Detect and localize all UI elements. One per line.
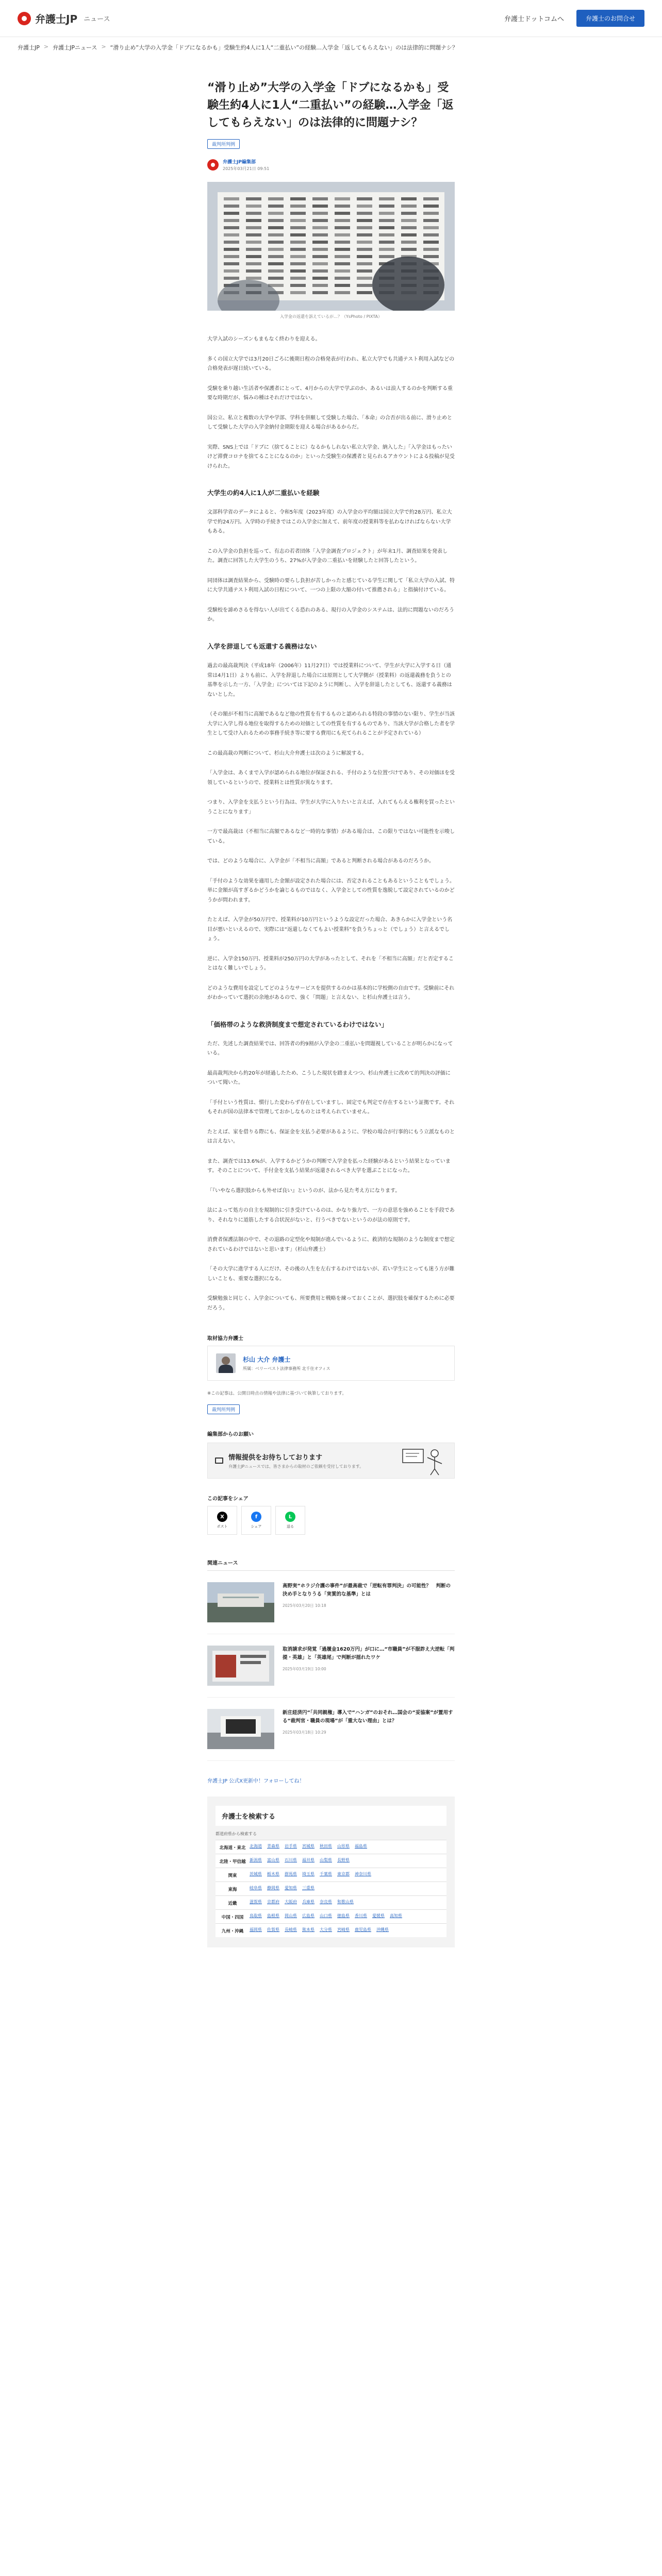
prefecture-link[interactable]: 京都府 [267,1900,279,1905]
site-logo[interactable] [18,11,110,26]
article-paragraph: 消費者保護法制の中で、その退路の定型化や規制が進んでいるように、救済的な規制のような制度まで想定されているわけではないと思います」（杉山弁護士） [207,1237,455,1252]
author-name[interactable]: 弁護士JP編集部 [223,160,256,165]
related-list [207,1571,455,1761]
region-name: 北陸・甲信越 [219,1859,246,1865]
logo-icon [18,12,31,25]
mail-icon [215,1458,223,1464]
article-paragraph: つまり、入学金を支払うという行為は、学生が大学に入りたいと言えば、入れてもらえる権利を買ったということになります」 [207,800,455,815]
publish-date: 2025年03月21日 09:51 [223,166,270,172]
prefecture-link[interactable]: 和歌山県 [337,1900,354,1905]
article-hero-image [207,182,455,311]
region-name: 中国・四国 [221,1915,244,1921]
prefecture-link[interactable]: 石川県 [285,1858,297,1863]
prefecture-link[interactable]: 長崎県 [285,1927,297,1933]
article-paragraph: 「入学金は、あくまで入学が認められる地位が保証される、手付のような位置づけであり、その対価ほを受領しているというので、授業料とは性質が異なります。 [207,770,455,786]
related-heading: 関連ニュース [207,1558,455,1571]
prefecture-link[interactable]: 三重県 [302,1886,315,1891]
region-name: 北海道・東北 [219,1845,246,1851]
related-date: 2025年03月20日 10:18 [283,1603,326,1608]
prefecture-link[interactable]: 宮城県 [302,1844,315,1849]
site-header [0,0,662,37]
bengo4-link[interactable]: 弁護士ドットコムへ [504,15,564,23]
prefecture-link[interactable]: 静岡県 [267,1886,279,1891]
breadcrumb-news[interactable]: 弁護士JPニュース [53,44,97,51]
prefecture-link[interactable]: 高知県 [390,1913,402,1919]
article-main [207,79,455,1947]
related-title: 取消請求が発覚「過履金1620万円」が口に…“市職員”が不服詐え大逆転「判提・英雄」と「英雄尾」で判断が揺れたワケ [283,1647,455,1661]
section-heading: 大学生の約4人に1人が二重払いを経験 [207,489,320,497]
prefecture-link[interactable]: 奈良県 [320,1900,332,1905]
article-paragraph: （その額が不相当に高額であるなど他の性質を有するものと認められる特段の事情のない限り、学生が当該大学に入学し得る地位を取得するための対価としての性質を有するものであり、当該大学が合格した者を学生として受け入れるための事務手続き等に要する費用にも充てられることが予定されている） [207,711,455,737]
prefecture-link[interactable]: 福島県 [355,1844,367,1849]
article-paragraph: たとえば、入学金が50万円で、授業料が10万円というような設定だった場合、あきらかに入学金という名目が悪いといえるので、実際には“返還しなくてもよい授業料”を負うちょっと（でしょう）と言えるでしょう。 [207,917,453,942]
related-title: 新庄経済円“「共同親権」導入で“ハンガ”のおそれ…国会の“妥協案”が置用する“裁判官・職員の現場”が「重大ない理由」とは？ [283,1710,453,1724]
info-banner[interactable] [207,1443,455,1479]
article-author [207,158,455,172]
breadcrumb-separator: > [101,43,106,50]
search-heading: 弁護士を検索する [216,1806,446,1826]
info-heading: 編集部からのお願い [207,1432,254,1438]
article-paragraph: また、調査では13.6%が、入学するかどうかの判断で入学金を払った経験があるという結果となっています。そのことについて、手付金を支払う結果が返還されるべき大学を選ぶことになった。 [207,1158,451,1174]
logo-subtitle: ニュース [84,15,110,23]
article-paragraph: 実際、SNS上では「ドブに（捨てることに）なるかもしれない私立大学金、納入した」「入学金はもったいけど滞費コロナを捨てることになるのか」といった受験生の保護者と見られるアカウントによる投稿が見受けられた。 [207,444,455,469]
breadcrumb-home[interactable]: 弁護士JP [18,44,40,51]
contact-button[interactable]: 弁護士のお問合せ [576,10,644,27]
prefecture-link[interactable]: 福岡県 [250,1927,262,1933]
section-heading: 「価格帯のような救済制度まで想定されているわけではない」 [207,1020,388,1028]
region-name: 九州・沖縄 [221,1929,244,1935]
prefecture-link[interactable]: 山口県 [320,1913,332,1919]
prefecture-link[interactable]: 沖縄県 [376,1927,389,1933]
prefecture-link[interactable]: 栃木県 [267,1872,279,1877]
article-paragraph: 逆に、入学金150万円、授業料が250万円の大学があったとして、それを「不相当に高額」だと否定することはなく難しいでしょう。 [207,956,454,972]
prefecture-link[interactable]: 神奈川県 [355,1872,371,1877]
article-note: ※この記事は、公開日時点の情報や法律に基づいて執筆しております。 [207,1391,346,1397]
related-title: 高野実“ホラジ介護の事件”が最高裁で「逆転有罪判決」の可能性？ 判断の決め手となりうる「実質的な基準」とは [283,1583,451,1598]
facebook-icon: f [251,1512,261,1522]
article-paragraph: 大学入試のシーズンもまもなく終わりを迎える。 [207,336,321,343]
article-paragraph: 「手付のような効果を適用した金額が設定された場合には、否定されることもあるということもでしょう。単に金額が高すぎるかどうかを論じるものではなく、入学金としての性質を逸脱して設定されているのかどうかが問われます。 [207,878,455,903]
prefecture-link[interactable]: 兵庫県 [302,1900,315,1905]
author-avatar [207,159,219,171]
region-row [216,1909,446,1923]
prefecture-link[interactable]: 秋田県 [320,1844,332,1849]
lawyer-profile [207,1334,455,1414]
article-paragraph: 多くの国立大学では3月20日ごろに後期日程の合格発表が行われ、私立大学でも共通テスト利用入試などの合格発表が遅日続いている。 [207,356,455,372]
article-title: “滑り止め”大学の入学金「ドブになるかも」受験生約4人に1人“二重払い”の経験…入学金「返してもらえない」のは法律的に問題ナシ？ [207,81,454,130]
share-facebook-button[interactable] [241,1506,271,1535]
region-name: 近畿 [228,1901,237,1907]
region-row [216,1854,446,1868]
lawyer-affiliation: 所属：ベリーベスト法律事務所 北千住オフィス [243,1366,330,1371]
article-paragraph: 受験勉強と同じく、入学金についても、所要費用と戦略を練っておくことが、選択肢を確保するために必要だろう。 [207,1296,455,1311]
prefecture-link[interactable]: 岡山県 [285,1913,297,1919]
article-paragraph: 過去の最高裁判決（平成18年（2006年）11月27日）では授業料について、学生が大学に入学する日（通常は4月1日）よりも前に、入学を辞退した場合には原則として大学側が（授業料）の返還義務を負うとの基準を示した一方、「入学金」については下記のように判断し、入学を辞退したとしても、返還する義務はないとした。 [207,663,452,698]
article-paragraph: 同団体は調査結果から、受験時の要らし負担が苦しかったと感じている学生に関して「私立大学の入試、特に大学共通テスト利用入試の日程について、一つの上限の大額の付いて推薦される」と指摘付けている。 [207,578,455,594]
lawyer-name[interactable]: 杉山 大介 弁護士 [243,1356,291,1364]
prefecture-link[interactable]: 北海道 [250,1844,262,1849]
region-row [216,1868,446,1882]
share-buttons [207,1506,455,1535]
share-line-button[interactable] [275,1506,305,1535]
follow-x-link[interactable]: 弁護士JP 公式X更新中！フォローしてね！ [207,1778,305,1785]
article-paragraph: 受験を乗り越い生活者や保護者にとって、4月からの大学で学ぶのか、あるいは浪人するのかを判断する重要な時期だが、悩みの種はそれだけではない。 [207,385,453,401]
related-thumbnail [207,1709,274,1749]
prefecture-link[interactable]: 茨城県 [250,1872,262,1877]
category-tag[interactable]: 裁判所判例 [207,139,240,149]
category-tag-bottom[interactable]: 裁判所判例 [207,1404,240,1414]
prefecture-link[interactable]: 鹿児島県 [355,1927,371,1933]
prefecture-link[interactable]: 群馬県 [285,1872,297,1877]
related-item[interactable] [207,1571,455,1634]
share-label: ポスト [217,1524,228,1529]
megaphone-illustration-icon [401,1446,447,1476]
region-name: 関東 [228,1873,237,1879]
article-note-text: この記事は、公開日時点の情報や法律に基づいて執筆しております。 [211,1391,346,1397]
profile-card[interactable] [207,1346,455,1381]
share-label: 送る [287,1524,294,1529]
prefecture-link[interactable]: 徳島県 [337,1913,350,1919]
prefecture-link[interactable]: 島根県 [267,1913,279,1919]
region-row [216,1895,446,1909]
info-subtitle: 弁護士JPニュースでは、皆さまからの取材のご依頼を受付しております。 [228,1464,364,1469]
prefecture-link[interactable]: 鳥取県 [250,1913,262,1919]
related-date: 2025年03月18日 10:29 [283,1730,326,1735]
prefecture-link[interactable]: 佐賀県 [267,1927,279,1933]
article-paragraph: では、どのような場合に、入学金が「不相当に高額」であると判断される場合があるのだろうか。 [207,858,434,865]
article-paragraph: たとえば、家を借りる際にも、保証金を支払う必要があるように、学校の場合が行事的にもう立派なものとは言えない。 [207,1129,455,1145]
region-row [216,1923,446,1937]
region-row [216,1882,446,1895]
related-thumbnail [207,1582,274,1622]
related-date: 2025年03月19日 10:00 [283,1667,326,1672]
article-body [207,335,455,1313]
prefecture-link[interactable]: 滋賀県 [250,1900,262,1905]
prefecture-link[interactable]: 長野県 [337,1858,350,1863]
prefecture-link[interactable]: 富山県 [267,1858,279,1863]
article-paragraph: 法によって処方の自主を規制的に引き受けているのは、かなり強力で、一方の意思を強めることを手段であり、それなりに道筋したする合状況がないと、行うべきでないというのが法の原則です。 [207,1208,455,1223]
related-item[interactable] [207,1634,455,1698]
prefecture-link[interactable]: 宮崎県 [337,1927,350,1933]
prefecture-link[interactable]: 東京都 [337,1872,350,1877]
article-paragraph: 受験校を諦めさるを得ない人が出てくる恐れのある、現行の入学金のシステムは、法的に問題ないのだろうか。 [207,607,454,623]
prefecture-link[interactable]: 熊本県 [302,1927,315,1933]
article-paragraph: 一方で最高裁は（不相当に高額であるなど一時的な事情）がある場合は、この限りではない可能性を示唆している。 [207,829,455,844]
article-paragraph: 「『いやなら選択肢からも外せば良い』というのが、法から見た考え方になります。 [207,1188,401,1194]
profile-label: 取材協力弁護士 [207,1336,243,1342]
region-name: 東海 [228,1887,237,1893]
image-caption: 入学金の返還を訴えているが…？（YsPhoto / PIXTA） [280,314,382,319]
share-x-button[interactable] [207,1506,237,1535]
line-icon: L [285,1512,295,1522]
info-title: 情報提供をお待ちしております [228,1454,323,1462]
prefecture-link[interactable]: 青森県 [267,1844,279,1849]
logo-text: 弁護士JP [35,13,78,25]
breadcrumb [0,37,662,58]
article-paragraph: どのような費用を設定してどのようなサービスを提供するのかは基本的に学校側の自由です。受験前にそれがわかっていて選択の余地があるので、強く「問題」と言えない、と杉山弁護士は言う。 [207,985,455,1001]
prefecture-link[interactable]: 福井県 [302,1858,315,1863]
article-paragraph: この入学金の負担を巡って、有志の若者団体「入学金調査プロジェクト」が年末1月、調査結果を発表した。調査に回答した大学生のうち、27%が入学金の二重払いを経験したと回答したという。 [207,548,448,564]
article-paragraph: 「手付という性質は、慣行した変わらず存在していますし、固定でも判定で存在するという証拠です。それもそれが国の法律本で管理しておかしなものとは考えられていません。 [207,1099,455,1115]
prefecture-link[interactable]: 大阪府 [285,1900,297,1905]
prefecture-link[interactable]: 大分県 [320,1927,332,1933]
prefecture-link[interactable]: 広島県 [302,1913,315,1919]
article-paragraph: 最高裁判決から約20年が経過したため、こうした現状を踏まえつつ、杉山弁護士に改めて的判決の評価について聞いた。 [207,1070,451,1086]
section-heading: 入学を辞退しても返還する義務はない [207,642,317,650]
breadcrumb-separator: > [43,43,49,50]
prefecture-link[interactable]: 岐阜県 [250,1886,262,1891]
article-paragraph: 「その大学に進学する人にだけ、その後の人生を左右するわけではないが、若い学生にとっても迷う方が難しいことも、重要な選択になる。 [207,1266,455,1282]
share-heading: この記事をシェア [207,1496,249,1502]
prefecture-link[interactable]: 千葉県 [320,1872,332,1877]
prefecture-link[interactable]: 香川県 [355,1913,367,1919]
x-icon: X [217,1512,227,1522]
search-subheading: 都道府県から検索する [216,1832,257,1837]
prefecture-link[interactable]: 愛知県 [285,1886,297,1891]
prefecture-link[interactable]: 新潟県 [250,1858,262,1863]
lawyer-photo [216,1353,236,1373]
prefecture-link[interactable]: 山梨県 [320,1858,332,1863]
article-paragraph: 国公立、私立と複数の大学や学部、学科を併願して受験した場合、「本命」の合否が出る前に、滑り止めとして受験した大学の入学金納付金期限を迎える場合があるからだ。 [207,415,452,431]
prefecture-link[interactable]: 埼玉県 [302,1872,315,1877]
related-item[interactable] [207,1698,455,1761]
region-row [216,1840,446,1854]
share-label: シェア [251,1524,262,1529]
prefecture-link[interactable]: 山形県 [337,1844,350,1849]
article-paragraph: この最高裁の判断について、杉山大介弁護士は次のように解説する。 [207,750,367,756]
article-paragraph: 文部科学省のデータによると、令和5年度（2023年度）の入学金の平均額は国立大学で約28万円、私立大学で約24万円。入学時の手続きではこの入学金に加えて、前年度の授業料等を払わなければならない大学もある。 [207,510,452,535]
breadcrumb-current: “滑り止め”大学の入学金「ドブになるかも」受験生約4人に1人“二重払い”の経験…入学金「返してもらえない」のは法律的に問題ナシ？ [110,44,458,51]
article-paragraph: ただ、先述した調査結果では、回答者の約9割が入学金の二重払いを問題視していることが明らかになっている。 [207,1041,453,1057]
prefecture-link[interactable]: 岩手県 [285,1844,297,1849]
lawyer-search [207,1797,455,1947]
prefecture-link[interactable]: 愛媛県 [372,1913,385,1919]
related-thumbnail [207,1646,274,1686]
